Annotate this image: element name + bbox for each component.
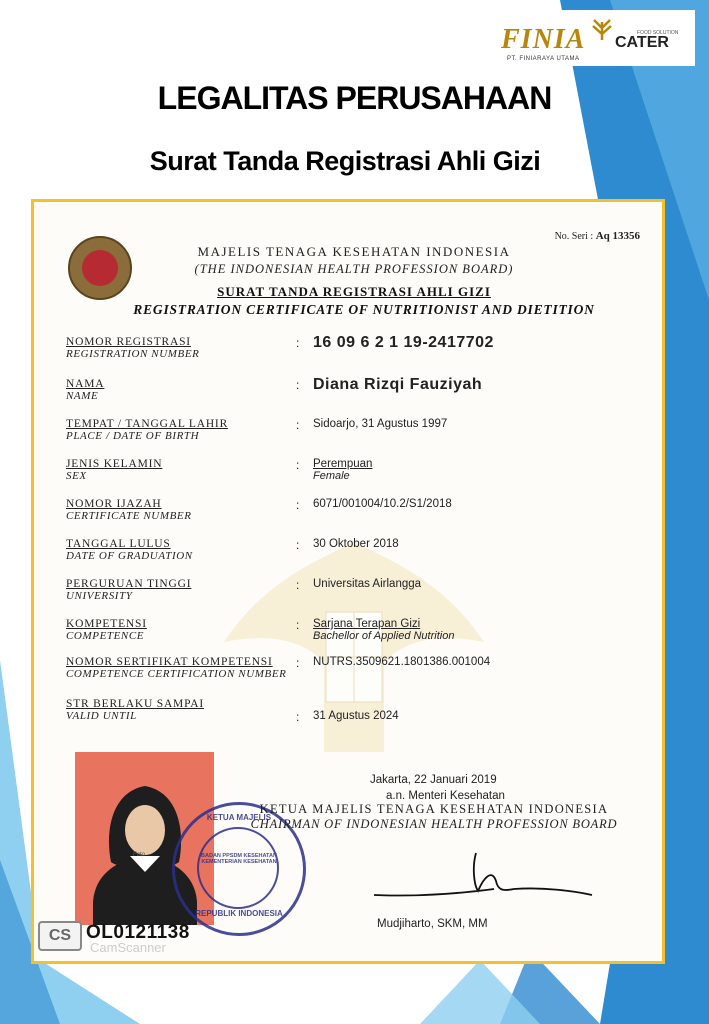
page-subtitle: Surat Tanda Registrasi Ahli Gizi: [149, 146, 541, 176]
colon: :: [296, 656, 300, 670]
field-value-en: Female: [313, 470, 350, 482]
field-value: Diana Rizqi Fauziyah: [313, 376, 483, 393]
colon: :: [296, 458, 300, 472]
field-label-en: REGISTRATION NUMBER: [66, 348, 200, 360]
field-value: 6071/001004/10.2/S1/2018: [313, 498, 452, 510]
stamp-center-text: BADAN PPSDM KESEHATAN KEMENTERIAN KESEHATAN: [201, 853, 277, 865]
colon: :: [296, 618, 300, 632]
field-certificate-number: [66, 498, 656, 522]
field-label: TEMPAT / TANGGAL LAHIR: [66, 418, 229, 430]
field-competence-cert-number: [66, 656, 656, 680]
field-label: KOMPETENSI: [66, 618, 147, 630]
field-value: 31 Agustus 2024: [313, 710, 399, 722]
logo-brand: FINIA: [501, 24, 586, 55]
field-name: [66, 378, 656, 402]
colon: :: [296, 336, 300, 350]
scanner-code: OL0121138: [86, 922, 190, 943]
stamp-bottom-text: REPUBLIK INDONESIA: [195, 909, 283, 918]
photo-label: Foto: [133, 852, 146, 858]
signer-title-en: CHAIRMAN OF INDONESIAN HEALTH PROFESSION BOARD: [250, 817, 618, 831]
field-value: Universitas Airlangga: [313, 578, 422, 590]
company-logo: [497, 10, 695, 66]
logo-tagline: FOOD SOLUTION: [637, 30, 679, 36]
board-name-en: (THE INDONESIAN HEALTH PROFESSION BOARD): [194, 262, 514, 276]
field-label: PERGURUAN TINGGI: [66, 578, 192, 590]
wheat-icon: [589, 18, 615, 40]
field-competence: [66, 618, 656, 642]
field-label-en: CERTIFICATE NUMBER: [66, 510, 192, 522]
field-value-en: Bachellor of Applied Nutrition: [313, 630, 455, 642]
colon: :: [296, 538, 300, 552]
field-birth: [66, 418, 656, 442]
colon: :: [296, 498, 300, 512]
field-label-en: VALID UNTIL: [66, 710, 137, 722]
signer-name: Mudjiharto, SKM, MM: [377, 918, 488, 930]
board-name: MAJELIS TENAGA KESEHATAN INDONESIA: [197, 244, 511, 259]
field-label-en: SEX: [66, 470, 87, 482]
field-label-en: UNIVERSITY: [66, 590, 133, 602]
certificate-title-en: REGISTRATION CERTIFICATE OF NUTRITIONIST AND DIETITION: [133, 302, 595, 317]
field-label-en: PLACE / DATE OF BIRTH: [66, 430, 200, 442]
scanner-app-name: CamScanner: [90, 940, 166, 955]
field-value: 30 Oktober 2018: [313, 538, 399, 550]
field-value: Sidoarjo, 31 Agustus 1997: [313, 418, 448, 430]
field-label: TANGGAL LULUS: [66, 538, 171, 550]
field-label-en: NAME: [66, 390, 99, 402]
logo-company: PT. FINIARAYA UTAMA: [507, 56, 580, 62]
field-label: NOMOR SERTIFIKAT KOMPETENSI: [66, 656, 273, 668]
certificate-title: SURAT TANDA REGISTRASI AHLI GIZI: [217, 284, 491, 299]
field-value: NUTRS.3509621.1801386.001004: [313, 656, 491, 668]
sign-on-behalf: a.n. Menteri Kesehatan: [386, 790, 505, 802]
colon: :: [296, 710, 300, 724]
colon: :: [296, 418, 300, 432]
board-emblem-icon: [68, 236, 132, 300]
field-label-en: COMPETENCE CERTIFICATION NUMBER: [66, 668, 287, 680]
field-label-en: COMPETENCE: [66, 630, 145, 642]
certificate: [31, 199, 665, 964]
stamp-top-text: KETUA MAJELIS: [206, 813, 272, 822]
field-label: NOMOR REGISTRASI: [66, 336, 191, 348]
serial-value: Aq 13356: [595, 230, 640, 242]
field-label: NAMA: [66, 378, 105, 390]
field-value: Sarjana Terapan Gizi: [313, 618, 421, 630]
field-graduation-date: [66, 538, 656, 562]
sign-place-date: Jakarta, 22 Januari 2019: [370, 774, 497, 786]
page-title: LEGALITAS PERUSAHAAN: [157, 80, 552, 116]
field-label: NOMOR IJAZAH: [66, 498, 162, 510]
field-label: STR BERLAKU SAMPAI: [66, 698, 204, 710]
field-label: JENIS KELAMIN: [66, 458, 163, 470]
field-valid-until: [66, 698, 656, 722]
field-university: [66, 578, 656, 602]
field-sex: [66, 458, 656, 482]
colon: :: [296, 578, 300, 592]
colon: :: [296, 378, 300, 392]
serial-number: [555, 230, 640, 242]
field-registration-number: [66, 336, 656, 360]
signer-title: KETUA MAJELIS TENAGA KESEHATAN INDONESIA: [259, 802, 609, 816]
field-value: Perempuan: [313, 458, 373, 470]
scanner-badge: CS: [38, 921, 82, 951]
serial-label: No. Seri :: [554, 231, 594, 242]
field-label-en: DATE OF GRADUATION: [66, 550, 193, 562]
field-value: 16 09 6 2 1 19-2417702: [313, 334, 494, 351]
logo-product: CATER: [615, 34, 669, 51]
signature: [364, 847, 594, 907]
